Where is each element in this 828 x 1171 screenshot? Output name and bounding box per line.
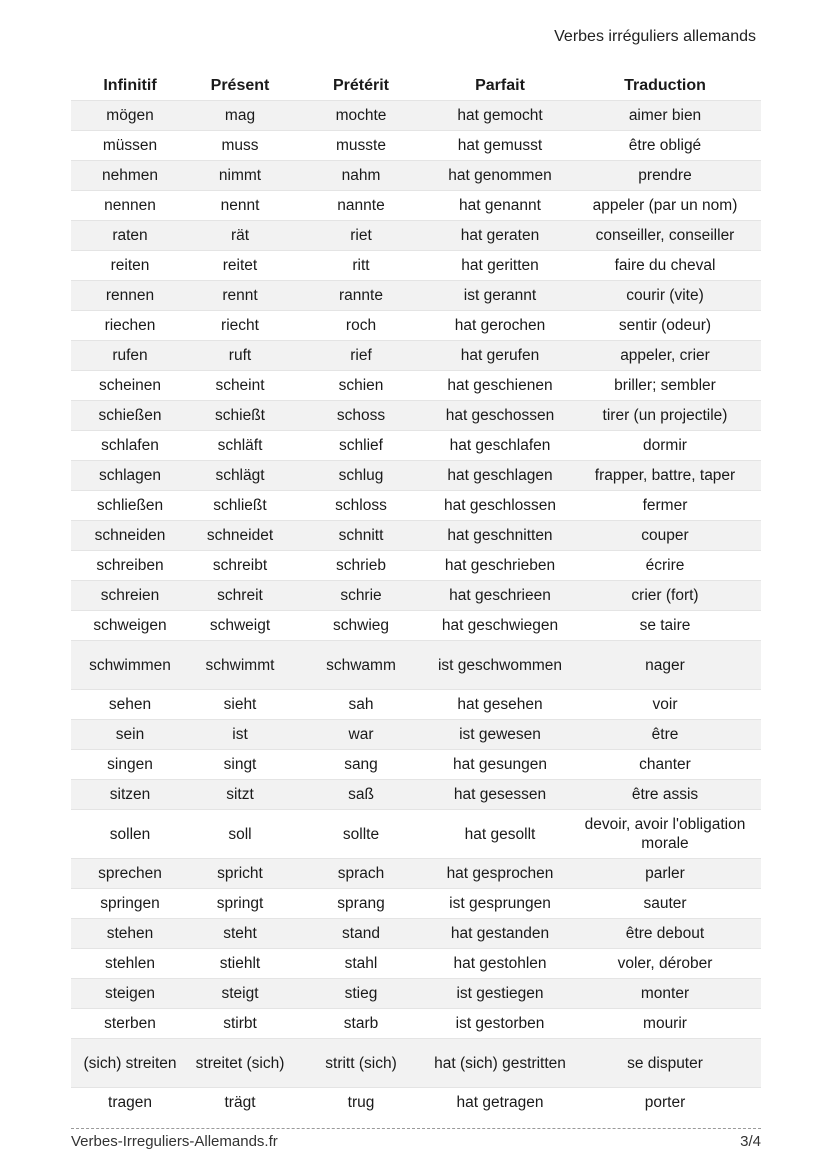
cell-infinitif: schneiden [71, 521, 189, 551]
cell-preterit: nahm [291, 161, 431, 191]
cell-present: spricht [189, 859, 291, 889]
cell-parfait: hat gemusst [431, 131, 569, 161]
cell-infinitif: schlagen [71, 461, 189, 491]
cell-preterit: schrieb [291, 551, 431, 581]
table-row [71, 581, 761, 611]
cell-present: steht [189, 919, 291, 949]
cell-present: rennt [189, 281, 291, 311]
cell-present: schreit [189, 581, 291, 611]
cell-infinitif: mögen [71, 101, 189, 131]
cell-parfait: ist gesprungen [431, 889, 569, 919]
cell-traduction: sauter [569, 889, 761, 919]
cell-parfait: hat genannt [431, 191, 569, 221]
cell-present: mag [189, 101, 291, 131]
cell-preterit: sprang [291, 889, 431, 919]
cell-parfait: hat geschnitten [431, 521, 569, 551]
cell-infinitif: reiten [71, 251, 189, 281]
cell-traduction: sentir (odeur) [569, 311, 761, 341]
cell-present: riecht [189, 311, 291, 341]
cell-traduction: écrire [569, 551, 761, 581]
cell-infinitif: scheinen [71, 371, 189, 401]
cell-traduction: dormir [569, 431, 761, 461]
table-row [71, 641, 761, 690]
cell-present: rät [189, 221, 291, 251]
cell-preterit: stieg [291, 979, 431, 1009]
cell-preterit: sprach [291, 859, 431, 889]
page-number: 3/4 [740, 1133, 761, 1150]
cell-infinitif: schwimmen [71, 641, 189, 690]
cell-traduction: se taire [569, 611, 761, 641]
cell-traduction: fermer [569, 491, 761, 521]
cell-parfait: hat getragen [431, 1088, 569, 1118]
cell-preterit: schlief [291, 431, 431, 461]
cell-preterit: sang [291, 750, 431, 780]
cell-traduction: tirer (un projectile) [569, 401, 761, 431]
cell-parfait: hat geschlagen [431, 461, 569, 491]
cell-infinitif: (sich) streiten [71, 1039, 189, 1088]
cell-traduction: devoir, avoir l'obligation morale [569, 810, 761, 859]
cell-parfait: hat genommen [431, 161, 569, 191]
cell-infinitif: schlafen [71, 431, 189, 461]
cell-parfait: hat gesprochen [431, 859, 569, 889]
table-row [71, 949, 761, 979]
table-body [71, 101, 761, 1118]
table-row [71, 1088, 761, 1118]
cell-parfait: hat gestanden [431, 919, 569, 949]
cell-traduction: être obligé [569, 131, 761, 161]
column-header-infinitif: Infinitif [103, 77, 157, 94]
page-footer [71, 1128, 761, 1150]
cell-infinitif: tragen [71, 1088, 189, 1118]
cell-traduction: voler, dérober [569, 949, 761, 979]
cell-traduction: prendre [569, 161, 761, 191]
table-row [71, 131, 761, 161]
cell-present: scheint [189, 371, 291, 401]
cell-infinitif: stehlen [71, 949, 189, 979]
cell-present: schlägt [189, 461, 291, 491]
cell-preterit: sah [291, 690, 431, 720]
cell-parfait: hat gemocht [431, 101, 569, 131]
cell-preterit: sollte [291, 810, 431, 859]
cell-parfait: ist gestiegen [431, 979, 569, 1009]
table-header-row [71, 72, 761, 101]
cell-parfait: hat geritten [431, 251, 569, 281]
cell-parfait: hat gerufen [431, 341, 569, 371]
cell-preterit: rief [291, 341, 431, 371]
cell-present: streitet (sich) [189, 1039, 291, 1088]
table-row [71, 461, 761, 491]
cell-present: springt [189, 889, 291, 919]
cell-infinitif: rennen [71, 281, 189, 311]
cell-preterit: schlug [291, 461, 431, 491]
cell-present: schneidet [189, 521, 291, 551]
cell-infinitif: sterben [71, 1009, 189, 1039]
cell-traduction: crier (fort) [569, 581, 761, 611]
cell-parfait: ist geschwommen [431, 641, 569, 690]
table-row [71, 161, 761, 191]
cell-preterit: stand [291, 919, 431, 949]
footer-site-name: Verbes-Irreguliers-Allemands.fr [71, 1133, 278, 1150]
table-row [71, 611, 761, 641]
cell-preterit: musste [291, 131, 431, 161]
table-row [71, 371, 761, 401]
cell-parfait: hat gerochen [431, 311, 569, 341]
cell-parfait: ist gestorben [431, 1009, 569, 1039]
cell-parfait: hat gesessen [431, 780, 569, 810]
cell-parfait: hat geschossen [431, 401, 569, 431]
table-row [71, 889, 761, 919]
cell-traduction: couper [569, 521, 761, 551]
cell-traduction: frapper, battre, taper [569, 461, 761, 491]
cell-preterit: schwamm [291, 641, 431, 690]
cell-infinitif: sitzen [71, 780, 189, 810]
cell-traduction: porter [569, 1088, 761, 1118]
cell-present: singt [189, 750, 291, 780]
cell-preterit: schwieg [291, 611, 431, 641]
table-row [71, 221, 761, 251]
cell-infinitif: schreiben [71, 551, 189, 581]
cell-parfait: hat gesollt [431, 810, 569, 859]
cell-preterit: trug [291, 1088, 431, 1118]
column-header-parfait: Parfait [475, 77, 525, 94]
column-header-present: Présent [210, 77, 270, 94]
cell-traduction: se disputer [569, 1039, 761, 1088]
table-row [71, 1039, 761, 1088]
table-row [71, 401, 761, 431]
table-row [71, 810, 761, 859]
cell-parfait: hat gestohlen [431, 949, 569, 979]
cell-infinitif: müssen [71, 131, 189, 161]
cell-present: schläft [189, 431, 291, 461]
cell-parfait: hat geschwiegen [431, 611, 569, 641]
table-row [71, 919, 761, 949]
table-row [71, 311, 761, 341]
cell-preterit: schrie [291, 581, 431, 611]
cell-traduction: faire du cheval [569, 251, 761, 281]
cell-parfait: ist gerannt [431, 281, 569, 311]
cell-present: muss [189, 131, 291, 161]
cell-present: schließt [189, 491, 291, 521]
cell-preterit: roch [291, 311, 431, 341]
cell-parfait: hat geschlafen [431, 431, 569, 461]
cell-traduction: appeler, crier [569, 341, 761, 371]
cell-present: ist [189, 720, 291, 750]
cell-infinitif: stehen [71, 919, 189, 949]
cell-preterit: schien [291, 371, 431, 401]
cell-traduction: nager [569, 641, 761, 690]
cell-preterit: mochte [291, 101, 431, 131]
cell-present: stiehlt [189, 949, 291, 979]
cell-present: soll [189, 810, 291, 859]
column-header-preterit: Prétérit [332, 77, 390, 94]
cell-preterit: schloss [291, 491, 431, 521]
cell-infinitif: sein [71, 720, 189, 750]
cell-infinitif: singen [71, 750, 189, 780]
table-row [71, 101, 761, 131]
cell-infinitif: nehmen [71, 161, 189, 191]
cell-parfait: hat geschrieen [431, 581, 569, 611]
cell-infinitif: sehen [71, 690, 189, 720]
cell-present: nimmt [189, 161, 291, 191]
cell-infinitif: sollen [71, 810, 189, 859]
table-row [71, 341, 761, 371]
cell-traduction: courir (vite) [569, 281, 761, 311]
cell-parfait: hat gesehen [431, 690, 569, 720]
cell-infinitif: rufen [71, 341, 189, 371]
cell-infinitif: schießen [71, 401, 189, 431]
cell-present: nennt [189, 191, 291, 221]
cell-infinitif: schweigen [71, 611, 189, 641]
cell-preterit: starb [291, 1009, 431, 1039]
cell-infinitif: riechen [71, 311, 189, 341]
cell-present: ruft [189, 341, 291, 371]
cell-traduction: être debout [569, 919, 761, 949]
cell-preterit: stahl [291, 949, 431, 979]
table-row [71, 690, 761, 720]
cell-parfait: hat geschlossen [431, 491, 569, 521]
cell-present: sieht [189, 690, 291, 720]
cell-present: schweigt [189, 611, 291, 641]
table-row [71, 720, 761, 750]
cell-traduction: voir [569, 690, 761, 720]
cell-present: schwimmt [189, 641, 291, 690]
cell-infinitif: schreien [71, 581, 189, 611]
cell-preterit: stritt (sich) [291, 1039, 431, 1088]
cell-infinitif: raten [71, 221, 189, 251]
table-row [71, 551, 761, 581]
cell-traduction: briller; sembler [569, 371, 761, 401]
table-row [71, 859, 761, 889]
cell-traduction: être [569, 720, 761, 750]
cell-infinitif: steigen [71, 979, 189, 1009]
table-row [71, 750, 761, 780]
cell-traduction: aimer bien [569, 101, 761, 131]
cell-present: reitet [189, 251, 291, 281]
cell-preterit: schnitt [291, 521, 431, 551]
cell-present: trägt [189, 1088, 291, 1118]
cell-preterit: rannte [291, 281, 431, 311]
cell-parfait: hat gesungen [431, 750, 569, 780]
cell-infinitif: schließen [71, 491, 189, 521]
cell-preterit: ritt [291, 251, 431, 281]
table-row [71, 979, 761, 1009]
cell-infinitif: nennen [71, 191, 189, 221]
cell-preterit: nannte [291, 191, 431, 221]
cell-present: schießt [189, 401, 291, 431]
table-row [71, 191, 761, 221]
cell-parfait: hat geschienen [431, 371, 569, 401]
cell-traduction: parler [569, 859, 761, 889]
cell-present: schreibt [189, 551, 291, 581]
cell-infinitif: springen [71, 889, 189, 919]
page-title: Verbes irréguliers allemands [554, 28, 756, 45]
table-row [71, 1009, 761, 1039]
table-row [71, 251, 761, 281]
table-row [71, 281, 761, 311]
cell-traduction: monter [569, 979, 761, 1009]
cell-preterit: saß [291, 780, 431, 810]
cell-traduction: chanter [569, 750, 761, 780]
table-row [71, 431, 761, 461]
cell-preterit: war [291, 720, 431, 750]
cell-traduction: conseiller, conseiller [569, 221, 761, 251]
cell-preterit: riet [291, 221, 431, 251]
table-row [71, 521, 761, 551]
verb-table [71, 72, 761, 1117]
cell-present: stirbt [189, 1009, 291, 1039]
cell-traduction: être assis [569, 780, 761, 810]
cell-parfait: ist gewesen [431, 720, 569, 750]
table-row [71, 780, 761, 810]
cell-traduction: mourir [569, 1009, 761, 1039]
cell-parfait: hat geschrieben [431, 551, 569, 581]
cell-parfait: hat geraten [431, 221, 569, 251]
cell-traduction: appeler (par un nom) [569, 191, 761, 221]
cell-present: steigt [189, 979, 291, 1009]
cell-parfait: hat (sich) gestritten [431, 1039, 569, 1088]
table-row [71, 491, 761, 521]
cell-preterit: schoss [291, 401, 431, 431]
cell-infinitif: sprechen [71, 859, 189, 889]
cell-present: sitzt [189, 780, 291, 810]
column-header-traduction: Traduction [624, 77, 706, 94]
